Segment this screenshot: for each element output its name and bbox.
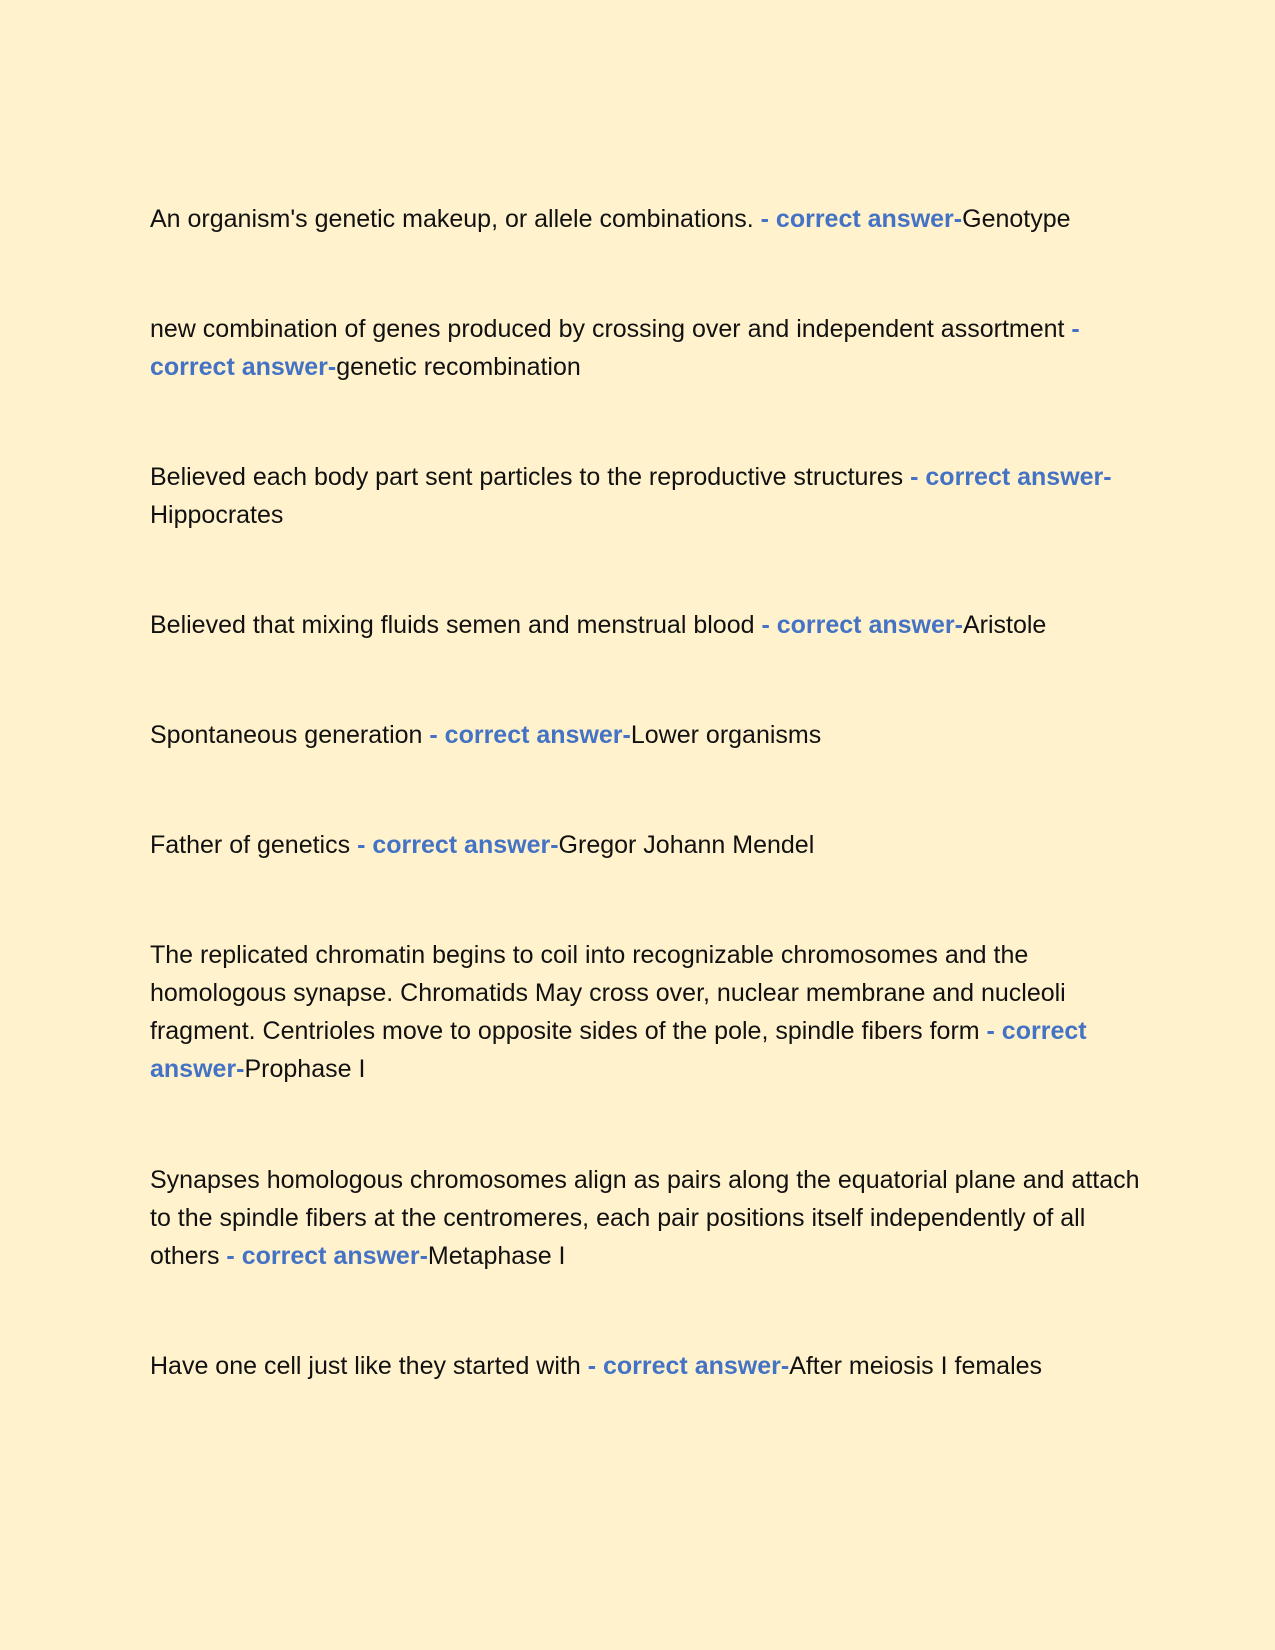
answer-text: Lower organisms [630, 721, 822, 749]
qa-item-spontaneous-generation [150, 716, 1140, 754]
answer-text: Metaphase I [427, 1242, 566, 1270]
question-text: Synapses homologous chromosomes align as pairs along the equatorial plane and attach to the spindle fibers at the centromeres, each pair positions itself independently of all others [150, 1166, 1140, 1270]
correct-answer-separator: - correct answer- [350, 831, 559, 859]
qa-item-after-meiosis-i [150, 1347, 1140, 1385]
flashcard-list [150, 200, 1140, 1457]
answer-text: genetic recombination [336, 353, 581, 381]
question-text: Father of genetics [150, 831, 351, 859]
correct-answer-separator: - correct answer- [754, 611, 963, 639]
answer-text: Prophase I [244, 1055, 366, 1083]
answer-text: After meiosis I females [789, 1352, 1043, 1380]
correct-answer-separator: - correct answer- [580, 1352, 790, 1380]
qa-item-genetic-recombination [150, 310, 1140, 386]
answer-text: Genotype [962, 205, 1071, 233]
correct-answer-separator: - correct answer- [150, 315, 1080, 381]
qa-item-prophase-i [150, 936, 1140, 1088]
answer-text: Gregor Johann Mendel [558, 831, 815, 859]
question-text: An organism's genetic makeup, or allele combinations. [150, 205, 754, 233]
question-text: Believed that mixing fluids semen and menstrual blood [150, 611, 755, 639]
qa-item-hippocrates [150, 458, 1140, 534]
question-text: Spontaneous generation [150, 721, 423, 749]
answer-text: Hippocrates [150, 501, 284, 529]
question-text: new combination of genes produced by crossing over and independent assortment [150, 315, 1065, 343]
qa-item-metaphase-i [150, 1161, 1140, 1275]
correct-answer-separator: - correct answer- [903, 463, 1112, 491]
correct-answer-separator: - correct answer- [219, 1242, 428, 1270]
question-text: Believed each body part sent particles to the reproductive structures [150, 463, 904, 491]
correct-answer-separator: - correct answer- [753, 205, 963, 233]
correct-answer-separator: - correct answer- [422, 721, 631, 749]
qa-item-genotype [150, 200, 1140, 238]
qa-item-father-of-genetics [150, 826, 1140, 864]
qa-item-aristole [150, 606, 1140, 644]
correct-answer-separator: - correct answer- [150, 1017, 1087, 1083]
question-text: The replicated chromatin begins to coil into recognizable chromosomes and the homologous synapse. Chromatids May cross over, nuclear membrane and nucleoli fragment. Centrioles move to opposite sides of the pole, spindle fibers form [150, 941, 1066, 1045]
question-text: Have one cell just like they started with [150, 1352, 581, 1380]
answer-text: Aristole [962, 611, 1047, 639]
